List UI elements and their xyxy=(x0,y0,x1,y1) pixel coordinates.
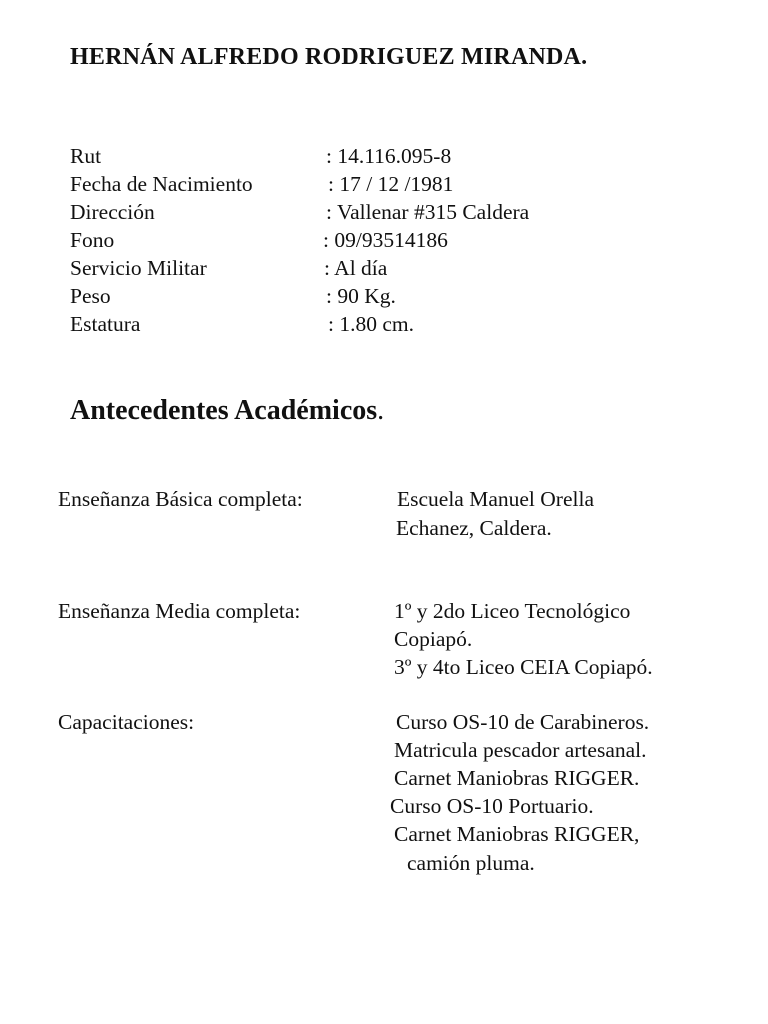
academic-line: Escuela Manuel Orella xyxy=(397,487,594,511)
personal-label: Rut xyxy=(70,144,102,168)
academic-line: camión pluma. xyxy=(407,851,535,875)
personal-value: : 1.80 cm. xyxy=(328,312,414,336)
personal-label: Fecha de Nacimiento xyxy=(70,172,253,196)
academic-line: 1º y 2do Liceo Tecnológico xyxy=(394,599,631,623)
personal-value: : 90 Kg. xyxy=(326,284,396,308)
personal-value: : 14.116.095-8 xyxy=(326,144,452,168)
academic-label-media: Enseñanza Media completa: xyxy=(58,599,301,623)
academic-line: Curso OS-10 Portuario. xyxy=(390,794,594,818)
academic-line: 3º y 4to Liceo CEIA Copiapó. xyxy=(394,655,653,679)
academic-line: Copiapó. xyxy=(394,627,473,651)
academic-label-capacitaciones: Capacitaciones: xyxy=(58,710,195,734)
academic-section-heading xyxy=(70,395,384,427)
personal-label: Estatura xyxy=(70,312,141,336)
academic-heading-period: . xyxy=(377,395,385,426)
personal-label: Servicio Militar xyxy=(70,256,207,280)
personal-label: Dirección xyxy=(70,200,155,224)
personal-label: Peso xyxy=(70,284,111,308)
academic-line: Carnet Maniobras RIGGER. xyxy=(394,766,640,790)
academic-line: Matricula pescador artesanal. xyxy=(394,738,647,762)
academic-label-basica: Enseñanza Básica completa: xyxy=(58,487,303,511)
academic-line: Curso OS-10 de Carabineros. xyxy=(396,710,650,734)
personal-value: : 09/93514186 xyxy=(323,228,448,252)
personal-value: : Vallenar #315 Caldera xyxy=(326,200,530,224)
personal-value: : 17 / 12 /1981 xyxy=(328,172,454,196)
academic-heading-text: Antecedentes Académicos xyxy=(70,395,378,426)
academic-line: Echanez, Caldera. xyxy=(396,516,552,540)
personal-value: : Al día xyxy=(324,256,388,280)
academic-line: Carnet Maniobras RIGGER, xyxy=(394,822,640,846)
personal-label: Fono xyxy=(70,228,115,252)
candidate-name: HERNÁN ALFREDO RODRIGUEZ MIRANDA. xyxy=(70,44,588,70)
